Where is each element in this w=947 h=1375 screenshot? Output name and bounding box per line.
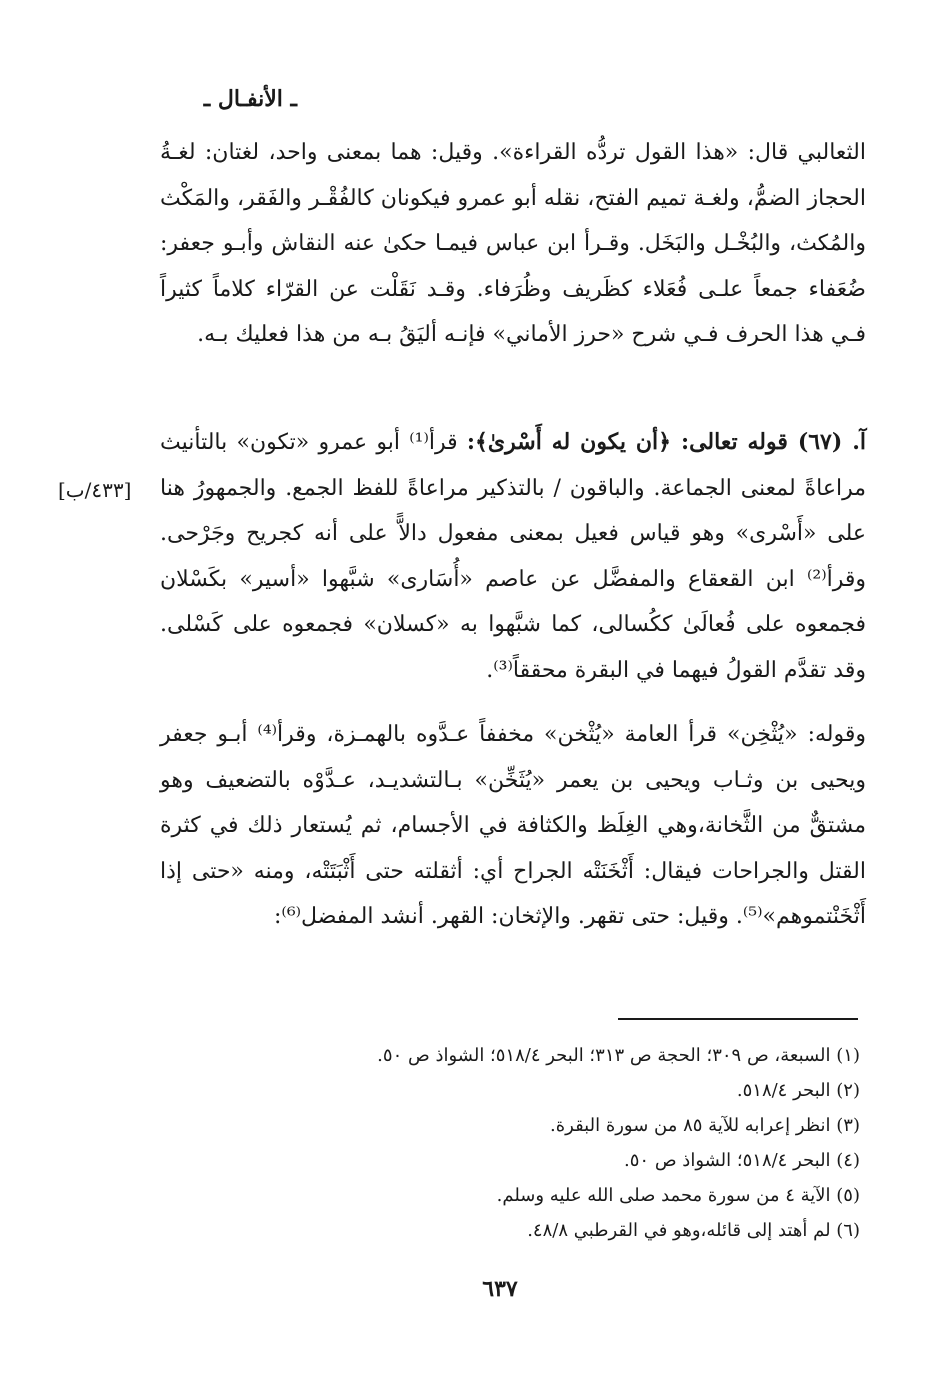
verse-heading: آ. (٦٧) قوله تعالى: ﴿أن يكون له أَسْرىٰ﴾: (466, 429, 866, 455)
manuscript-folio-reference: [٤٣٣/ب] (58, 478, 132, 502)
running-header: ـ الأنفـال ـ (203, 86, 297, 112)
footnote-1: (١) السبعة، ص ٣٠٩؛ الحجة ص ٣١٣؛ البحر ٥١٨/٤؛ الشواذ ص ٥٠. (377, 1045, 860, 1066)
paragraph-2-text: قرأ⁽¹⁾ أبو عمرو «تكون» بالتأنيث مراعاةً لمعنى الجماعة. والباقون / بالتذكير مراعاةً للفظ الجمع. والجمهورُ هنا على «أَسْرى» وهو قياس فعيل بمعنى مفعول دالاًّ على أنه كجريح وجَرْحى. وقرأ⁽²⁾ ابن القعقاع والمفضَّل عن عاصم «أُسَارى» شبَّهوا «أسير» بكَسْلان فجمعوه على فُعالَىٰ ككُسالى، كما شبَّهوا به «كسلان» فجمعوه على كَسْلى. وقد تقدَّم القولُ فيهما في البقرة محققاً⁽³⁾. (160, 430, 866, 683)
footnote-5: (٥) الآية ٤ من سورة محمد صلى الله عليه وسلم. (496, 1185, 860, 1206)
footnote-2: (٢) البحر ٥١٨/٤. (736, 1080, 860, 1101)
footnote-3: (٣) انظر إعرابه للآية ٨٥ من سورة البقرة. (549, 1115, 860, 1136)
page-number: ٦٣٧ (482, 1276, 518, 1302)
footnote-4: (٤) البحر ٥١٨/٤؛ الشواذ ص ٥٠. (624, 1150, 860, 1171)
paragraph-1: الثعالبي قال: «هذا القول تردُّه القراءة». وقيل: هما بمعنى واحد، لغتان: لغـةُ الحجاز الضمُّ، ولغـة تميم الفتح، نقله أبو عمرو فيكونان كالفُقْـر والفَقر، والمَكْث والمُكث، والبُخْـل والبَخَل. وقـرأ ابن عباس فيمـا حكىٰ عنه النقاش وأبـو جعفر: ضُعَفاء جمعاً علـى فُعَلاء كظَريف وظُرَفاء. وقـد نَقَلْت عن القرّاء كلاماً كثيراً فـي هذا الحرف فـي شرح «حرز الأماني» فإنـه أليَقُ بـه من هذا فعليك بـه. (160, 140, 866, 347)
footnote-6: (٦) لم أهتد إلى قائله،وهو في القرطبي ٤٨/٨. (527, 1220, 860, 1241)
footnote-separator (618, 1018, 858, 1020)
paragraph-2 (160, 420, 902, 693)
paragraph-3: وقوله: «يُثْخِن» قرأ العامة «يُثْخن» مخففاً عـدَّوه بالهمـزة، وقرأ⁽⁴⁾ أبـو جعفر ويحيى بن وثـاب ويحيى بن يعمر «يُثَخِّن» بـالتشديـد، عـدَّوْه بالتضعيف وهو مشتقٌّ من الثَّخانة،وهي الغِلَظ والكثافة في الأجسام، ثم يُستعار ذلك في كثرة القتل والجراحات فيقال: أَثْخَنَتْه الجراح أي: أثقلته حتى أَثْبَتَتْه، ومنه «حتى إذا أَثْخَنْتموهم»⁽⁵⁾. وقيل: حتى تقهر. والإثخان: القهر. أنشد المفضل⁽⁶⁾: (160, 722, 867, 929)
footnotes (180, 1038, 860, 1248)
